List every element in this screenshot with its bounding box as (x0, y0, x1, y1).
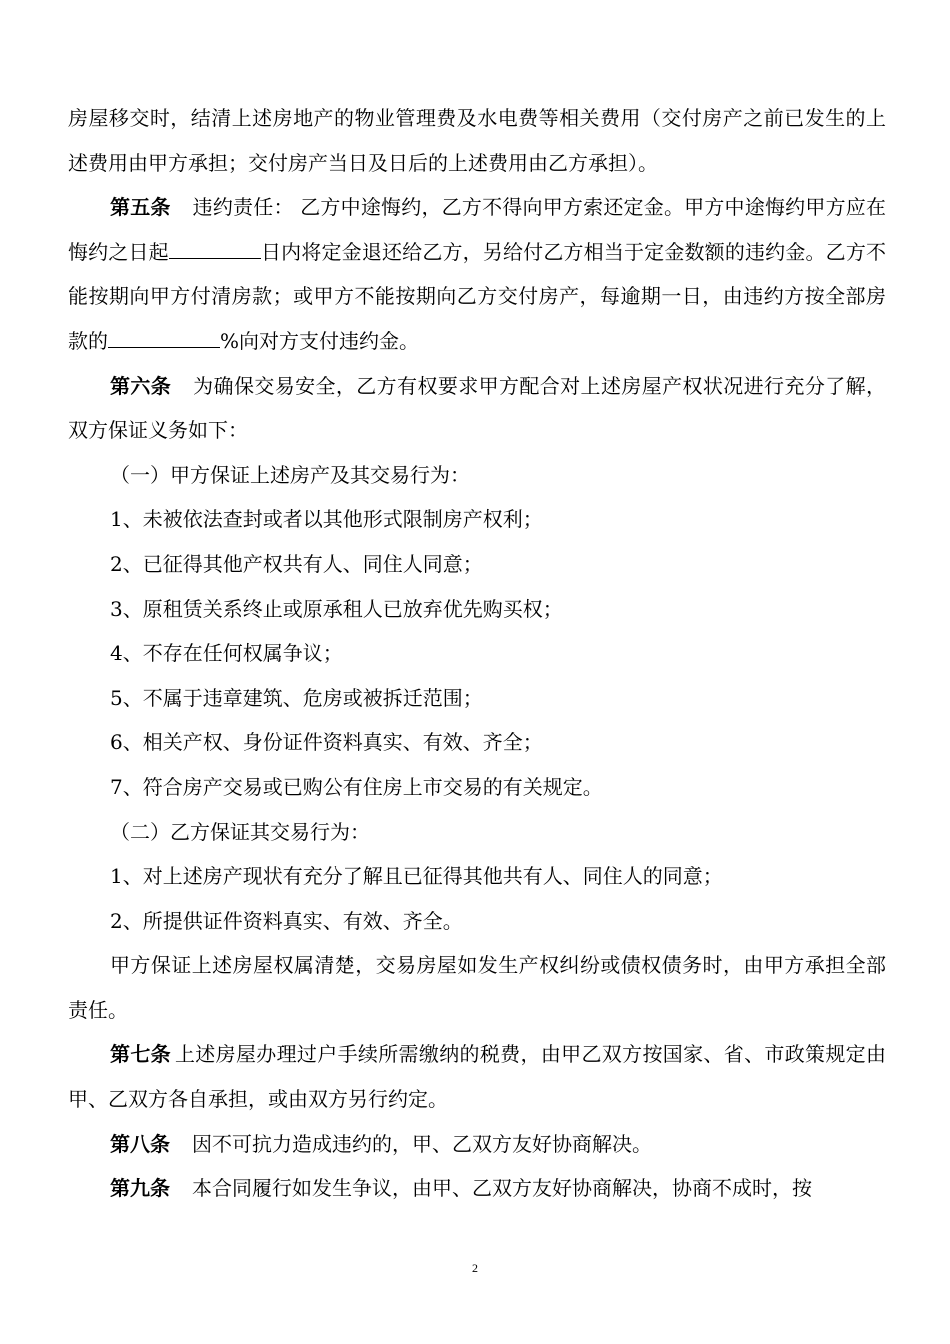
article-7 (68, 1032, 886, 1121)
seller-item-6: 6、相关产权、身份证件资料真实、有效、齐全； (110, 730, 543, 755)
article-9-label: 第九条 (110, 1176, 170, 1201)
article-5-text-c: %向对方支付违约金。 (220, 328, 420, 353)
seller-item-5: 5、不属于违章建筑、危房或被拆迁范围； (110, 685, 483, 710)
article-5 (68, 185, 886, 363)
article-7-text: 上述房屋办理过户手续所需缴纳的税费，由甲乙双方按国家、省、市政策规定由甲、乙双方各自承担，或由双方另行约定。 (68, 1042, 887, 1112)
page-number: 2 (472, 1261, 478, 1275)
article-9 (68, 1166, 886, 1211)
seller-item-1: 1、未被依法查封或者以其他形式限制房产权利； (110, 507, 543, 532)
seller-guarantee-heading: （一）甲方保证上述房产及其交易行为： (110, 462, 470, 487)
article-5-text-a: 违约责任： 乙方中途悔约，乙方不得向甲方索还定金。甲方中途悔约甲方应在悔约之日起 (68, 195, 887, 264)
buyer-item-2: 2、所提供证件资料真实、有效、齐全。 (110, 908, 463, 933)
article-5-label: 第五条 (110, 195, 171, 220)
seller-item-3: 3、原租赁关系终止或原承租人已放弃优先购买权； (110, 596, 563, 621)
article-5-text-b: 日内将定金退还给乙方，另给付乙方相当于定金数额的违约金。乙方不能按期向甲方付清房款；或甲方不能按期向乙方交付房产，每逾期一日，由违约方按全部房款的 (68, 239, 887, 353)
seller-item-2: 2、已征得其他产权共有人、同住人同意； (110, 551, 483, 576)
article-6-text: 为确保交易安全，乙方有权要求甲方配合对上述房屋产权状况进行充分了解，双方保证义务如下： (68, 373, 887, 443)
continuation-paragraph: 房屋移交时，结清上述房地产的物业管理费及水电费等相关费用（交付房产之前已发生的上述费用由甲方承担；交付房产当日及日后的上述费用由乙方承担）。 (68, 106, 886, 175)
article-6-label: 第六条 (110, 373, 172, 398)
buyer-item-1: 1、对上述房产现状有充分了解且已征得其他共有人、同住人的同意； (110, 864, 723, 889)
article-6 (68, 364, 886, 453)
seller-item-7: 7、符合房产交易或已购公有住房上市交易的有关规定。 (110, 774, 603, 799)
article-7-label: 第七条 (110, 1042, 171, 1067)
article-8-text: 因不可抗力造成违约的，甲、乙双方友好协商解决。 (192, 1131, 652, 1156)
percent-blank (108, 325, 220, 348)
days-blank (169, 236, 261, 259)
article-8-label: 第八条 (110, 1131, 170, 1156)
seller-item-4: 4、不存在任何权属争议； (110, 641, 343, 666)
contract-body (68, 96, 886, 1211)
article-6-closing: 甲方保证上述房屋权属清楚，交易房屋如发生产权纠纷或债权债务时，由甲方承担全部责任。 (68, 953, 886, 1022)
article-9-text: 本合同履行如发生争议，由甲、乙双方友好协商解决，协商不成时，按 (192, 1176, 812, 1201)
article-8 (68, 1122, 886, 1167)
buyer-guarantee-heading: （二）乙方保证其交易行为： (110, 819, 370, 844)
